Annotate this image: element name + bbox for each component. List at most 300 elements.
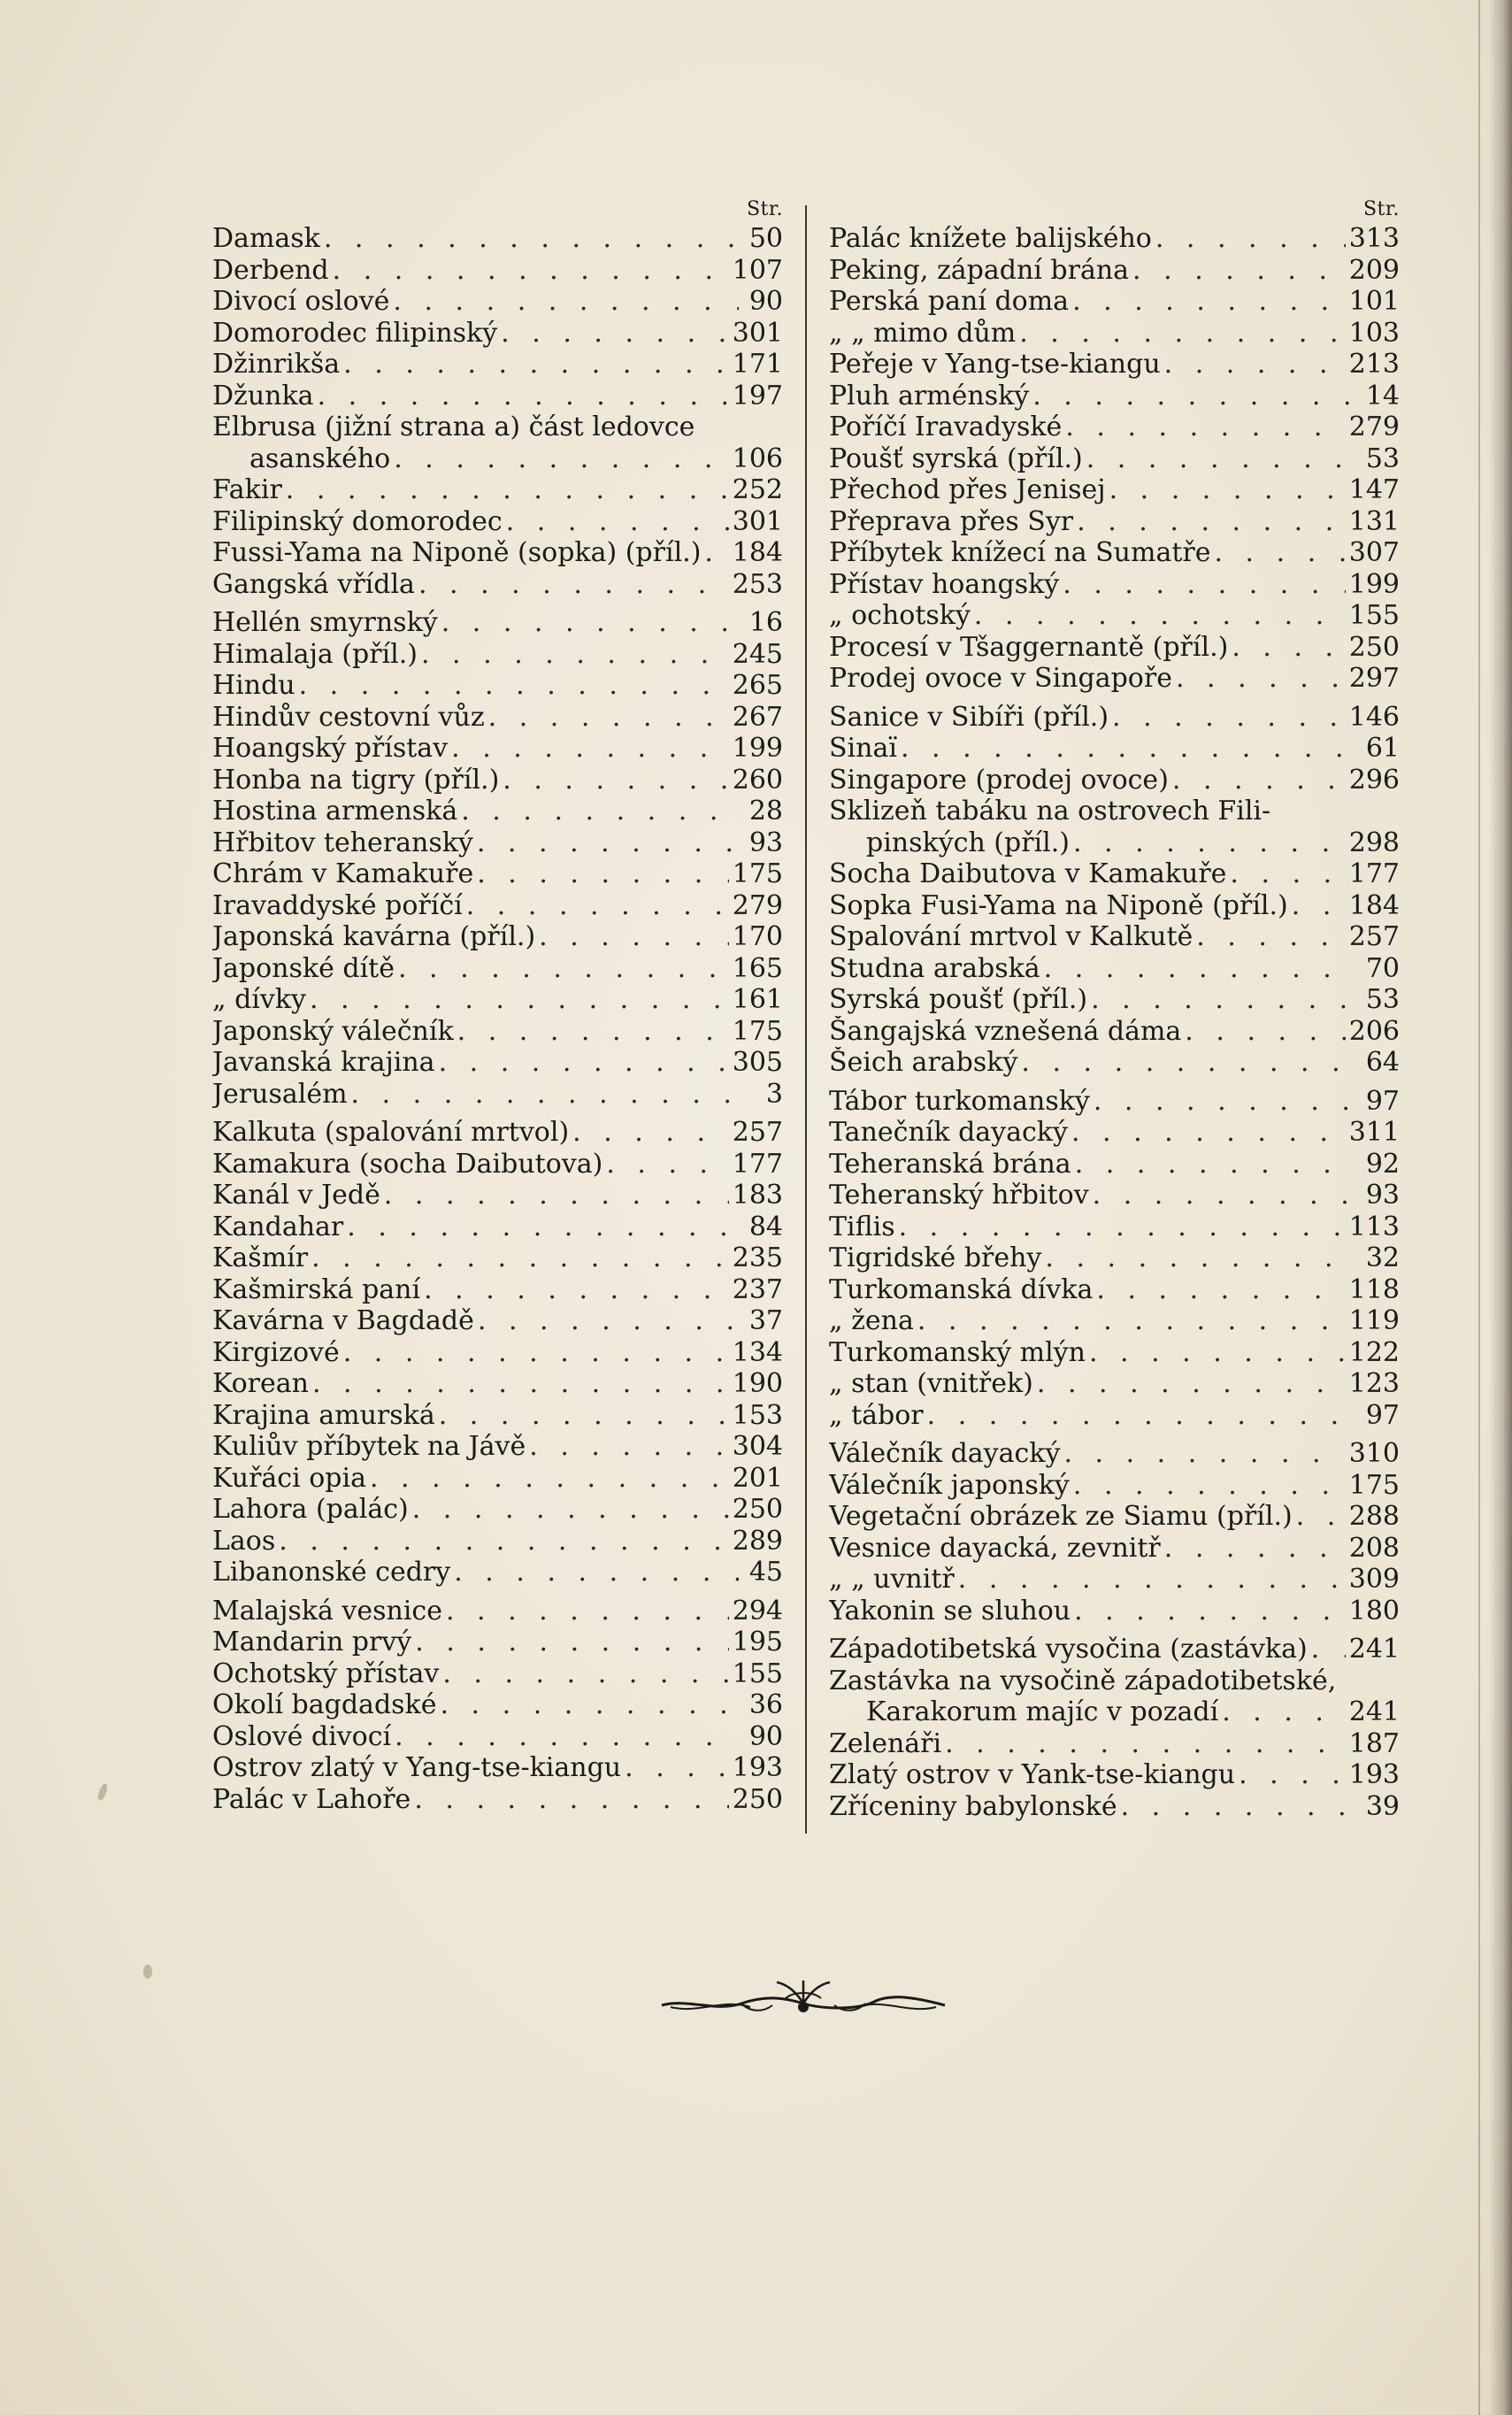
entry-title: Sopka Fusi-Yama na Niponě (příl.) bbox=[829, 889, 1288, 921]
index-entry bbox=[829, 411, 1400, 443]
dot-leader bbox=[1109, 474, 1346, 506]
index-entry bbox=[212, 381, 783, 412]
entry-title: Sanice v Sibíři (příl.) bbox=[829, 701, 1109, 733]
dot-leader bbox=[398, 953, 729, 985]
dot-leader bbox=[1311, 1634, 1346, 1665]
entry-title: Kuřáci opia bbox=[212, 1462, 366, 1494]
entry-title: Vegetační obrázek ze Siamu (příl.) bbox=[829, 1501, 1293, 1532]
dot-leader bbox=[1063, 1438, 1345, 1470]
index-entry bbox=[829, 1337, 1400, 1369]
dot-leader bbox=[384, 1180, 729, 1211]
dot-leader bbox=[1172, 765, 1346, 796]
page-number: 97 bbox=[1365, 1399, 1400, 1431]
index-entry bbox=[829, 1242, 1400, 1274]
page-number: 106 bbox=[732, 442, 783, 474]
page-number: 307 bbox=[1348, 537, 1400, 568]
entry-title: Kašmír bbox=[212, 1242, 309, 1273]
index-entry bbox=[212, 1368, 783, 1400]
dot-leader bbox=[503, 765, 728, 796]
entry-title: „ žena bbox=[829, 1305, 914, 1336]
index-entry bbox=[212, 474, 783, 506]
dot-leader bbox=[461, 796, 739, 827]
dot-leader bbox=[1093, 1180, 1355, 1211]
page-number: 155 bbox=[1348, 600, 1400, 631]
page-number: 253 bbox=[732, 568, 783, 600]
index-column-right bbox=[829, 196, 1400, 1822]
index-entry bbox=[212, 1337, 783, 1369]
dot-leader bbox=[1045, 1242, 1355, 1274]
index-entry bbox=[212, 1627, 783, 1658]
dot-leader bbox=[343, 349, 729, 381]
dot-leader bbox=[1032, 381, 1355, 412]
dot-leader bbox=[1096, 1274, 1345, 1306]
page-number: 241 bbox=[1348, 1696, 1400, 1727]
dot-leader bbox=[1077, 506, 1346, 538]
entry-title: Turkomanský mlýn bbox=[829, 1336, 1086, 1368]
index-entries-right bbox=[829, 223, 1400, 1822]
index-entry bbox=[212, 443, 783, 475]
page-number: 93 bbox=[748, 827, 783, 858]
dot-leader bbox=[539, 921, 729, 953]
page-number: 171 bbox=[732, 349, 783, 380]
index-entry bbox=[829, 733, 1400, 765]
dot-leader bbox=[1073, 1470, 1346, 1502]
page-number: 32 bbox=[1365, 1242, 1400, 1273]
dot-leader bbox=[1037, 1368, 1346, 1400]
entry-title: Jerusalém bbox=[212, 1078, 348, 1110]
dot-leader bbox=[343, 1337, 729, 1369]
entry-title: pinských (příl.) bbox=[866, 827, 1070, 858]
page-number: 267 bbox=[732, 701, 783, 733]
dot-leader bbox=[1132, 255, 1346, 287]
entry-title: Iravaddyské poříčí bbox=[212, 889, 463, 921]
entry-title: Teheranský hřbitov bbox=[829, 1180, 1089, 1211]
page-number: 250 bbox=[1348, 631, 1400, 663]
index-entry bbox=[212, 1689, 783, 1721]
dot-leader bbox=[1196, 921, 1345, 953]
dot-leader bbox=[395, 1721, 739, 1753]
entry-title: Japonská kavárna (příl.) bbox=[212, 921, 536, 952]
index-entry bbox=[212, 1400, 783, 1432]
entry-title: Hindu bbox=[212, 670, 295, 701]
page-number: 64 bbox=[1365, 1047, 1400, 1078]
index-entry bbox=[829, 702, 1400, 734]
page-number: 123 bbox=[1348, 1368, 1400, 1399]
index-entry bbox=[212, 1463, 783, 1495]
index-entry bbox=[829, 223, 1400, 255]
page-column-header: Str. bbox=[746, 198, 783, 220]
dot-leader bbox=[1073, 827, 1346, 859]
entry-title: Chrám v Kamakuře bbox=[212, 858, 474, 889]
dot-leader bbox=[1176, 663, 1346, 695]
dot-leader bbox=[311, 1242, 729, 1274]
dot-leader bbox=[451, 733, 729, 765]
index-entry bbox=[212, 411, 783, 443]
dot-leader bbox=[333, 255, 729, 287]
page-number: 45 bbox=[748, 1557, 783, 1588]
index-entry bbox=[212, 569, 783, 601]
index-entry bbox=[829, 569, 1400, 601]
entry-title: Japonský válečník bbox=[212, 1015, 454, 1047]
entry-title: Turkomanská dívka bbox=[829, 1273, 1094, 1305]
page-number: 122 bbox=[1348, 1336, 1400, 1368]
entry-title: Kuliův příbytek na Jávě bbox=[212, 1431, 526, 1462]
dot-leader bbox=[572, 1117, 729, 1149]
index-entry bbox=[212, 1721, 783, 1753]
page-number: 257 bbox=[1348, 921, 1400, 952]
entry-title: Honba na tigry (příl.) bbox=[212, 764, 500, 796]
index-entry bbox=[212, 1047, 783, 1079]
page-number: 107 bbox=[732, 254, 783, 286]
entry-title: Peřeje v Yang-tse-kiangu bbox=[829, 349, 1161, 380]
page-number: 195 bbox=[732, 1627, 783, 1657]
entry-title: Korean bbox=[212, 1368, 309, 1399]
index-entry bbox=[212, 286, 783, 318]
page-number: 289 bbox=[732, 1525, 783, 1557]
page-number: 70 bbox=[1365, 952, 1400, 984]
dot-leader bbox=[529, 1431, 728, 1463]
page-number: 213 bbox=[1348, 349, 1400, 380]
index-entry bbox=[212, 1149, 783, 1181]
entry-title: Singapore (prodej ovoce) bbox=[829, 764, 1169, 796]
dot-leader bbox=[418, 569, 729, 601]
dot-leader bbox=[446, 1596, 729, 1627]
index-entry bbox=[212, 890, 783, 922]
entry-title: Zelenáři bbox=[829, 1727, 942, 1759]
entry-title: Tanečník dayacký bbox=[829, 1117, 1068, 1148]
index-entry bbox=[829, 858, 1400, 890]
index-entry bbox=[829, 984, 1400, 1016]
index-entry bbox=[212, 537, 783, 569]
entry-title: Gangská vřídla bbox=[212, 568, 415, 600]
index-entry bbox=[829, 632, 1400, 664]
dot-leader bbox=[1296, 1501, 1346, 1533]
dot-leader bbox=[1164, 1533, 1346, 1565]
page-number: 165 bbox=[732, 952, 783, 984]
index-entry bbox=[829, 1086, 1400, 1118]
dot-leader bbox=[370, 1463, 729, 1495]
page-number: 84 bbox=[748, 1211, 783, 1242]
entry-title: Filipinský domorodec bbox=[212, 505, 503, 537]
dot-leader bbox=[1239, 1759, 1346, 1791]
dot-leader bbox=[457, 1016, 729, 1048]
index-entry bbox=[212, 1180, 783, 1211]
entry-title: Tábor turkomanský bbox=[829, 1085, 1090, 1117]
index-entry bbox=[212, 1658, 783, 1690]
dot-leader bbox=[412, 1494, 729, 1526]
dot-leader bbox=[351, 1079, 739, 1111]
index-entry bbox=[829, 1470, 1400, 1502]
page-number: 61 bbox=[1365, 733, 1400, 764]
page-number: 193 bbox=[1348, 1759, 1400, 1790]
index-entry bbox=[829, 1016, 1400, 1048]
entry-title: Derbend bbox=[212, 254, 329, 286]
entry-title: Peking, západní brána bbox=[829, 254, 1130, 286]
page-number: 93 bbox=[1365, 1180, 1400, 1211]
index-entry bbox=[829, 663, 1400, 695]
dot-leader bbox=[466, 890, 729, 922]
page-number: 53 bbox=[1365, 442, 1400, 474]
dot-leader bbox=[625, 1752, 729, 1784]
page-edge-shadow bbox=[1489, 0, 1512, 2415]
index-entry bbox=[829, 1368, 1400, 1400]
dot-leader bbox=[1071, 1117, 1346, 1149]
entry-title: Palác v Lahoře bbox=[212, 1783, 411, 1815]
index-entry bbox=[829, 1305, 1400, 1337]
dot-leader bbox=[1232, 632, 1345, 664]
index-entry bbox=[829, 1759, 1400, 1791]
index-entry bbox=[829, 1791, 1400, 1823]
page-number: 39 bbox=[1365, 1790, 1400, 1822]
dot-leader bbox=[454, 1557, 739, 1588]
index-entry bbox=[829, 1180, 1400, 1211]
entry-title: Hřbitov teheranský bbox=[212, 827, 473, 858]
page-number: 209 bbox=[1348, 254, 1400, 286]
entry-title: Oslové divocí bbox=[212, 1720, 392, 1752]
dot-leader bbox=[421, 639, 729, 671]
dot-leader bbox=[1222, 1696, 1346, 1728]
dot-leader bbox=[279, 1526, 728, 1557]
dot-leader bbox=[1292, 890, 1346, 922]
entry-title: Poříčí Iravadyské bbox=[829, 411, 1063, 442]
entry-title: Mandarin prvý bbox=[212, 1627, 412, 1657]
entry-title: Kašmirská paní bbox=[212, 1273, 421, 1305]
index-entry bbox=[212, 1242, 783, 1274]
index-entries-left bbox=[212, 223, 783, 1815]
index-entry bbox=[212, 1016, 783, 1048]
dot-leader bbox=[424, 1274, 729, 1306]
dot-leader bbox=[347, 1211, 739, 1243]
entry-title: Yakonin se sluhou bbox=[829, 1595, 1071, 1627]
entry-title: asanského bbox=[249, 442, 391, 474]
index-entry bbox=[212, 921, 783, 953]
dot-leader bbox=[1021, 1047, 1355, 1079]
page-number: 301 bbox=[732, 317, 783, 349]
index-entry bbox=[829, 1501, 1400, 1533]
index-entry bbox=[212, 1431, 783, 1463]
entry-title: Hindův cestovní vůz bbox=[212, 701, 485, 733]
entry-title: Tiflis bbox=[829, 1211, 895, 1242]
index-entry bbox=[829, 1438, 1400, 1470]
page-number: 288 bbox=[1348, 1501, 1400, 1532]
page-number: 170 bbox=[732, 921, 783, 952]
index-entry bbox=[829, 921, 1400, 953]
index-entry bbox=[212, 223, 783, 255]
entry-title: Kalkuta (spalování mrtvol) bbox=[212, 1117, 570, 1148]
index-entry bbox=[212, 255, 783, 287]
page-number: 252 bbox=[732, 474, 783, 505]
page-number: 36 bbox=[748, 1689, 783, 1720]
page-number: 175 bbox=[1348, 1469, 1400, 1501]
page-number: 101 bbox=[1348, 286, 1400, 317]
entry-title: Himalaja (příl.) bbox=[212, 638, 418, 670]
page-number: 146 bbox=[1348, 701, 1400, 733]
page-number: 310 bbox=[1348, 1438, 1400, 1469]
entry-title: Spalování mrtvol v Kalkutě bbox=[829, 921, 1193, 952]
page-number: 119 bbox=[1348, 1305, 1400, 1336]
entry-title: Přístav hoangský bbox=[829, 568, 1060, 600]
index-entry bbox=[212, 796, 783, 827]
page-number: 311 bbox=[1348, 1117, 1400, 1148]
dot-leader bbox=[704, 537, 728, 569]
dot-leader bbox=[442, 1658, 728, 1690]
index-entry bbox=[212, 1494, 783, 1526]
entry-title: Lahora (palác) bbox=[212, 1494, 409, 1525]
entry-title: Damask bbox=[212, 223, 320, 254]
entry-title: Kavárna v Bagdadě bbox=[212, 1305, 474, 1336]
index-entry bbox=[212, 1274, 783, 1306]
index-entry bbox=[829, 1564, 1400, 1596]
page-fold-line bbox=[1478, 0, 1480, 2415]
index-entry bbox=[829, 1149, 1400, 1181]
index-entry bbox=[212, 858, 783, 890]
index-entry bbox=[212, 639, 783, 671]
dot-leader bbox=[1075, 1149, 1355, 1181]
dot-leader bbox=[1019, 318, 1346, 350]
index-entry bbox=[829, 1728, 1400, 1760]
page-number: 180 bbox=[1348, 1595, 1400, 1627]
index-entry bbox=[829, 255, 1400, 287]
page-number: 309 bbox=[1348, 1564, 1400, 1595]
dot-leader bbox=[1091, 984, 1355, 1016]
dot-leader bbox=[974, 600, 1346, 632]
dot-leader bbox=[394, 443, 729, 475]
page-number: 3 bbox=[765, 1078, 783, 1110]
dot-leader bbox=[1230, 858, 1345, 890]
entry-title: Fussi-Yama na Niponě (sopka) (příl.) bbox=[212, 537, 702, 568]
index-entry bbox=[829, 1596, 1400, 1627]
entry-title: Studna arabská bbox=[829, 952, 1040, 984]
index-column-left bbox=[212, 196, 783, 1815]
entry-title: Kamakura (socha Daibutova) bbox=[212, 1148, 603, 1180]
paper-stain bbox=[143, 1965, 152, 1979]
page-number: 313 bbox=[1348, 223, 1400, 254]
page-number: 298 bbox=[1348, 827, 1400, 858]
index-entry bbox=[829, 1117, 1400, 1149]
entry-title: Džinrikša bbox=[212, 349, 341, 380]
index-entry bbox=[829, 1634, 1400, 1665]
page-number: 206 bbox=[1348, 1015, 1400, 1047]
entry-title: Sklizeň tabáku na ostrovech Fili- bbox=[829, 796, 1271, 827]
entry-title: Poušť syrská (příl.) bbox=[829, 442, 1083, 474]
dot-leader bbox=[477, 827, 739, 859]
entry-title: Perská paní doma bbox=[829, 286, 1070, 317]
index-entry bbox=[829, 796, 1400, 827]
entry-title: Palác knížete balijského bbox=[829, 223, 1152, 254]
page-number: 184 bbox=[732, 537, 783, 568]
entry-title: Zlatý ostrov v Yank-tse-kiangu bbox=[829, 1759, 1236, 1790]
index-entry bbox=[829, 1274, 1400, 1306]
page-number: 16 bbox=[748, 607, 783, 638]
index-entry bbox=[829, 1533, 1400, 1565]
dot-leader bbox=[917, 1305, 1346, 1337]
entry-title: Hellén smyrnský bbox=[212, 607, 438, 638]
page-number: 250 bbox=[732, 1783, 783, 1815]
index-entry bbox=[212, 1784, 783, 1816]
page-number: 184 bbox=[1348, 889, 1400, 921]
page-number: 235 bbox=[732, 1242, 783, 1273]
dot-leader bbox=[1072, 286, 1346, 318]
entry-title: Tigridské břehy bbox=[829, 1242, 1042, 1273]
page-number: 201 bbox=[732, 1462, 783, 1494]
dot-leader bbox=[439, 1047, 729, 1079]
page-number: 208 bbox=[1348, 1532, 1400, 1564]
index-entry bbox=[212, 733, 783, 765]
page-number: 187 bbox=[1348, 1727, 1400, 1759]
page-column-header: Str. bbox=[1362, 198, 1400, 220]
page-number: 304 bbox=[732, 1431, 783, 1462]
page-number: 97 bbox=[1365, 1085, 1400, 1117]
page-number: 14 bbox=[1365, 380, 1400, 411]
dot-leader bbox=[1112, 702, 1346, 734]
entry-title: Příbytek knížecí na Sumatře bbox=[829, 537, 1211, 568]
column-divider bbox=[805, 205, 807, 1834]
ornament-icon bbox=[653, 1972, 954, 2025]
dot-leader bbox=[1089, 1337, 1346, 1369]
dot-leader bbox=[393, 286, 739, 318]
entry-title: Kirgizové bbox=[212, 1336, 340, 1368]
index-entry bbox=[212, 670, 783, 702]
entry-title: „ dívky bbox=[212, 984, 306, 1015]
page-number: 177 bbox=[732, 1148, 783, 1180]
dot-leader bbox=[606, 1149, 728, 1181]
page-number: 161 bbox=[732, 984, 783, 1015]
page-number: 245 bbox=[732, 638, 783, 670]
dot-leader bbox=[478, 1305, 739, 1337]
page-number: 113 bbox=[1348, 1211, 1400, 1242]
page-number: 118 bbox=[1348, 1273, 1400, 1305]
dot-leader bbox=[1074, 1596, 1346, 1627]
entry-title: Sinaï bbox=[829, 733, 897, 764]
entry-title: Západotibetská vysočina (zastávka) bbox=[829, 1634, 1308, 1665]
dot-leader bbox=[441, 607, 739, 639]
paper-stain bbox=[96, 1782, 109, 1802]
entry-title: Válečník japonský bbox=[829, 1469, 1070, 1501]
dot-leader bbox=[477, 858, 729, 890]
entry-title: Šangajská vznešená dáma bbox=[829, 1015, 1182, 1047]
index-entry bbox=[212, 1557, 783, 1588]
index-entry bbox=[829, 1665, 1400, 1697]
index-entry bbox=[829, 537, 1400, 569]
page-number: 90 bbox=[748, 286, 783, 317]
index-entry bbox=[212, 1079, 783, 1111]
index-entry bbox=[829, 318, 1400, 350]
page-number: 260 bbox=[732, 764, 783, 796]
index-entry bbox=[829, 474, 1400, 506]
entry-title: Karakorum majíc v pozadí bbox=[866, 1696, 1219, 1727]
entry-title: „ tábor bbox=[829, 1399, 924, 1431]
page-number: 28 bbox=[748, 796, 783, 827]
entry-title: Zříceniny babylonské bbox=[829, 1790, 1117, 1822]
index-entry bbox=[829, 1211, 1400, 1243]
dot-leader bbox=[1164, 349, 1346, 381]
dot-leader bbox=[299, 670, 729, 702]
page-number: 301 bbox=[732, 505, 783, 537]
index-entry bbox=[212, 349, 783, 381]
page-number: 296 bbox=[1348, 764, 1400, 796]
entry-title: Socha Daibutova v Kamakuře bbox=[829, 858, 1227, 889]
page-number: 294 bbox=[732, 1595, 783, 1627]
dot-leader bbox=[415, 1627, 728, 1658]
index-entry bbox=[212, 953, 783, 985]
dot-leader bbox=[1185, 1016, 1345, 1048]
dot-leader bbox=[312, 1368, 729, 1400]
index-entry bbox=[212, 1117, 783, 1149]
dot-leader bbox=[1155, 223, 1346, 255]
entry-title: Laos bbox=[212, 1525, 276, 1557]
index-entry bbox=[829, 953, 1400, 985]
entry-title: Japonské dítě bbox=[212, 952, 395, 984]
